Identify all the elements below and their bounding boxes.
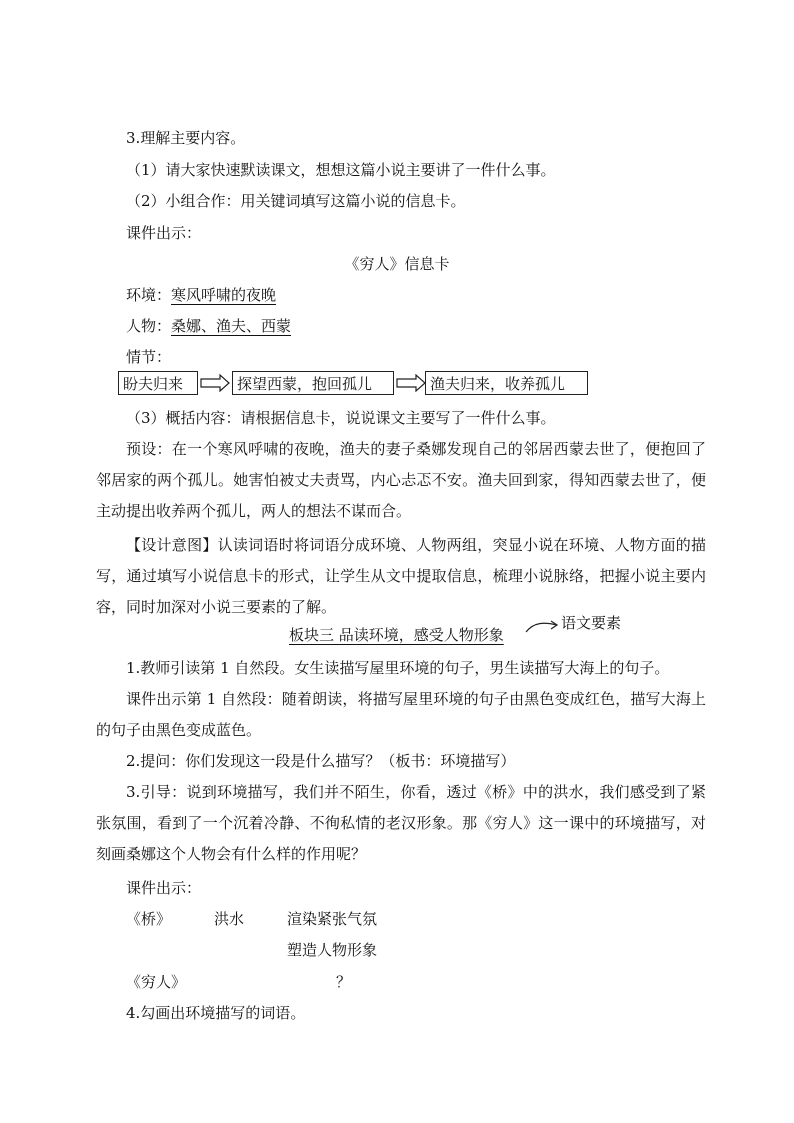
block-3-title: 板块三 品读环境，感受人物形象: [289, 626, 504, 644]
environment-value: 寒风呼啸的夜晚: [171, 286, 277, 304]
right-arrow-icon: [396, 374, 426, 392]
compare-poor: 《穷人》: [126, 973, 187, 991]
people-value: 桑娜、渔夫、西蒙: [171, 317, 292, 335]
item-2: 2.提问：你们发现这一段是什么描写？（板书：环境描写）: [126, 752, 516, 770]
info-card-title: 《穷人》信息卡: [344, 255, 450, 273]
section-heading: 3.理解主要内容。: [126, 129, 246, 147]
question-1: （1）请大家快速默读课文，想想这篇小说主要讲了一件什么事。: [126, 161, 556, 179]
design-intent-paragraph: 【设计意图】认读词语时将词语分成环境、人物两组，突显小说在环境、人物方面的描写，通过填写小说信息卡的形式，让学生从文中提取信息，梳理小说脉络，把握小说主要内容，同时加深对小说三要素的了解。: [96, 536, 706, 616]
question-3: （3）概括内容：请根据信息卡，说说课文主要写了一件什么事。: [126, 409, 556, 427]
card-environment: [126, 288, 276, 303]
plot-step-2: 探望西蒙，抱回孤儿: [232, 371, 394, 395]
compare-question: ？: [336, 973, 352, 991]
environment-label: 环境：: [126, 286, 172, 304]
item-3: 3.引导：说到环境描写，我们并不陌生，你看，透过《桥》中的洪水，我们感受到了紧张氛围，看到了一个沉着冷静、不徇私情的老汉形象。那《穷人》这一课中的环境描写，对刻画桑娜这个人物会有什么样的作用呢？: [96, 783, 706, 863]
card-people: [126, 319, 291, 334]
compare-effect-1: 渲染紧张气氛: [287, 910, 378, 928]
right-arrow-icon: [200, 374, 230, 392]
curved-arrow-icon: [524, 618, 560, 636]
plot-step-3: 渔夫归来，收养孤儿: [425, 371, 588, 395]
compare-effect-2: 塑造人物形象: [287, 941, 378, 959]
plot-label: 情节：: [126, 348, 172, 366]
item-1: 1.教师引读第 1 自然段。女生读描写屋里环境的句子，男生读描写大海上的句子。: [126, 659, 670, 677]
people-label: 人物：: [126, 317, 172, 335]
plot-step-1: 盼夫归来: [118, 371, 198, 395]
compare-flood: 洪水: [214, 910, 245, 928]
compare-bridge: 《桥》: [126, 910, 172, 928]
question-2: （2）小组合作：用关键词填写这篇小说的信息卡。: [126, 192, 466, 210]
literacy-annotation: 语文要素: [561, 614, 622, 632]
preset-paragraph: 预设：在一个寒风呼啸的夜晚，渔夫的妻子桑娜发现自己的邻居西蒙去世了，便抱回了邻居家的两个孤儿。她害怕被丈夫责骂，内心忐忑不安。渔夫回到家，得知西蒙去世了，便主动提出收养两个孤儿，两人的想法不谋而合。: [96, 440, 706, 520]
courseware-show-label: 课件出示：: [126, 224, 202, 242]
item-1-courseware: 课件出示第 1 自然段：随着朗读，将描写屋里环境的句子由黑色变成红色，描写大海上的句子由黑色变成蓝色。: [96, 690, 706, 739]
courseware-show-label-2: 课件出示：: [126, 879, 202, 897]
item-4: 4.勾画出环境描写的词语。: [126, 1004, 306, 1022]
